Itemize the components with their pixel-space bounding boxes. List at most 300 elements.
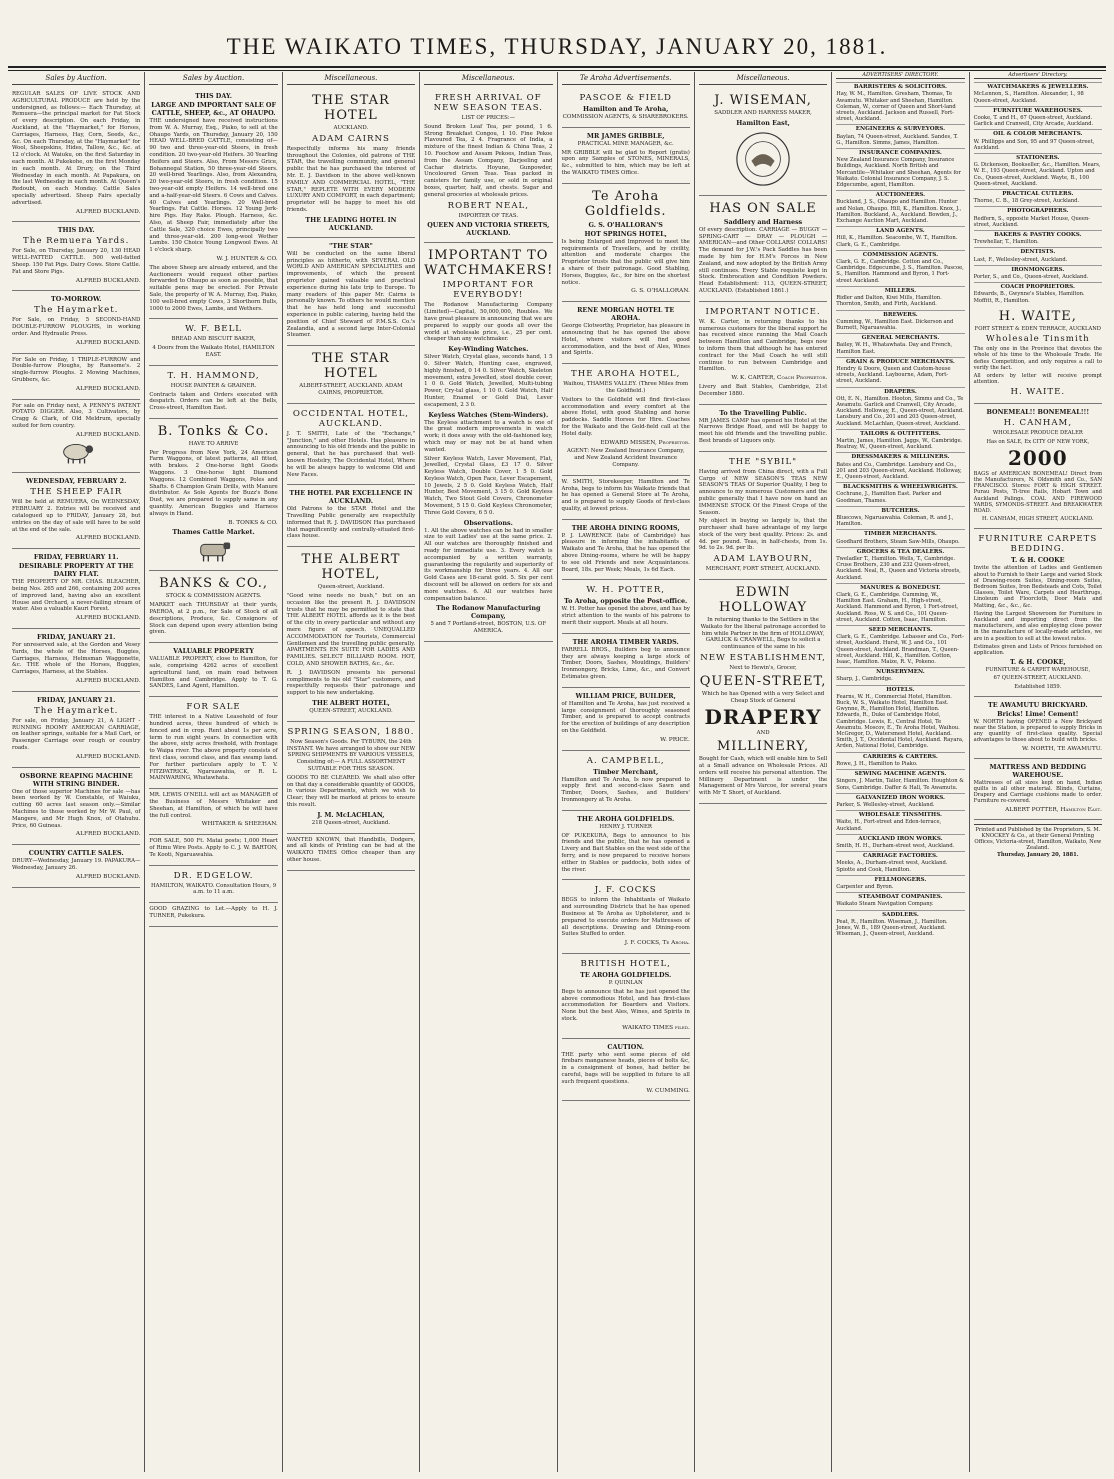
ad-title: IMPORTANT TO WATCHMAKERS!: [424, 248, 554, 279]
ad-subtitle-2: Hamilton East,: [736, 118, 790, 127]
ad-title: COUNTRY CATTLE SALES.: [28, 849, 124, 858]
ad-text: Visitors to the Goldfield will find first-class accommodation and every comfort at the above Hotel, with good Stabling and horse paddocks. Saddle Horses for Hire. Coaches for the Waikato and the Gold-field call at the Hotel daily.: [561, 396, 690, 437]
ad-list-heading: Key-Winding Watches.: [448, 345, 529, 354]
directory-heading: SEED MERCHANTS.: [836, 625, 964, 633]
directory-heading: COACH PROPRIETORS.: [974, 282, 1102, 290]
ad-hot-springs-hotel: [562, 184, 690, 302]
directory-heading: HOTELS.: [836, 685, 964, 693]
directory-heading: GROCERS & TEA DEALERS.: [836, 547, 964, 555]
directory-heading: DRESSMAKERS & MILLINERS.: [836, 452, 964, 460]
ad-grazing: [149, 903, 277, 927]
directory-entries: Porter, S., and Co., Queen-street, Auckland.: [973, 274, 1089, 281]
ad-text: For unreserved sale, at the Gordon and Vesey Yards, the whole of the Horses, Buggies, Carriages, Harness, Helmsman Waggonette, &c. THE whole of the Horses, Buggies, Carriages, Harness, at the Stables.: [12, 642, 141, 676]
directory-heading: WATCHMAKERS & JEWELLERS.: [974, 82, 1102, 90]
ad-wanted-known: [287, 834, 415, 871]
ad-signature: ALFRED BUCKLAND.: [75, 753, 141, 760]
ad-text: W. H. Potter has opened the above, and has by strict attention to the wants of his patrons to merit their support. Meals at all hours.: [561, 606, 690, 627]
ad-date: THIS DAY.: [195, 92, 232, 100]
ad-signature: ALFRED BUCKLAND.: [75, 385, 141, 392]
directory-heading: GALVANIZED IRON WORKS.: [836, 793, 964, 801]
ad-edgelow: [149, 866, 277, 904]
ad-signature: B. TONKS & CO.: [228, 519, 278, 526]
ad-signature: ADAM LAYBOURN,: [713, 554, 813, 565]
directory-heading: FURNITURE WAREHOUSES.: [974, 106, 1102, 114]
ad-text: THE interest in a Native Leasehold of four hundred acres, three hundred of which is fenced and in crop. Rent about 1s per acre, term to run eight years. In connection with the above, sixty acres freehold, with frontage to Waipa river. The above property consists of first class, second class, and flax swamp land. For further particulars apply to T. V. FITZPATRICK, Ngaruawahia, or R. L. MAINWARING, Whatawhata.: [149, 714, 278, 782]
directory-entries: Waikato Steam Navigation Company.: [836, 901, 934, 908]
ad-subtitle: To Aroha, opposite the Post-office.: [564, 597, 688, 606]
directory-entries: Hill, K., Hamilton. Seacombe, W. T., Hamilton. Clark, G. E., Cambridge.: [836, 235, 958, 248]
advertisers-directory-continued: [974, 82, 1102, 304]
directory-entries: Trewhellar, T., Hamilton.: [973, 239, 1039, 246]
ad-text: WANTED KNOWN, that Handbills, Dodgers, and all kinds of Printing can be had at the WAIKATO TIMES Office cheaper than any other house.: [286, 836, 416, 863]
columns: [8, 72, 1106, 1472]
cow-icon: [195, 539, 233, 563]
ad-observations: 1. All the above watches can be had in smaller size to suit Ladies' use at the same price. 2. All our watches are thoroughly finished and ready for immediate use. 3. Every watch is accompanied by a written warranty, guaranteeing the regularity and superiority of its workmanship for three years. 4. All our Gold Cases are 18-carat gold. 5. Six per cent discount will be allowed on orders for six and more watches. 6. All our watches have compensation balance.: [424, 527, 553, 602]
column-heading: ADVERTISERS' DIRECTORY.: [836, 72, 964, 79]
ad-title: The Remuera Yards.: [23, 236, 130, 247]
sheep-icon: [57, 441, 95, 465]
ad-text: For Sale, on Friday, 5 SECOND-HAND DOUBLE-FURROW PLOUGHS, in working order. And Hydraulic Press.: [12, 317, 141, 337]
ad-valuable-property: [149, 643, 277, 697]
ad-text: "Good wine needs no bush," but on an occasion like the present R. J. DAVIDSON trusts that he may be permitted to state that THE ALBERT HOTEL affords as it is the best of the city in every particular and without any mere figure of speech. UNEQUALLED ACCOMMODATION for Tourists, Commercial Gentlemen and the travelling public generally. APARTMENTS EN SUITE FOR LADIES AND FAMILIES. SELECT BILLIARD ROOM. HOT, COLD, AND SHOWER BATHS, &c., &c.: [286, 593, 416, 668]
ad-signature-2: QUEEN-STREET, AUCKLAND.: [309, 708, 393, 715]
ad-title: THE AROHA GOLDFIELDS.: [577, 814, 675, 823]
cattle-illustration: [149, 539, 277, 563]
ad-text: GOOD GRAZING to Let.—Apply to H. J. TURNER, Pukekura.: [149, 906, 278, 919]
ad-signature: W. PRICE.: [660, 736, 690, 743]
ad-subtitle: Waihou, THAMES VALLEY. (Three Miles from the Goldfield.): [563, 381, 689, 394]
ad-title: LARGE AND IMPORTANT SALE OF CATTLE, SHEEP, &c., AT OHAUPO.: [151, 101, 277, 117]
ad-establishment: NEW ESTABLISHMENT,: [700, 653, 826, 664]
directory-heading: BARRISTERS & SOLICITORS.: [836, 82, 964, 90]
ad-text: Now Season's Goods. Per TYBURN, the 24th INSTANT. We have arranged to show our NEW SPRING SHIPMENTS BY VARIOUS VESSELS, Consisting of:— A FULL ASSORTMENT SUITABLE FOR THIS SEASON.: [286, 738, 416, 773]
ad-text: Per Progress from New York, 24 American Farm Waggons, of latest patterns, all fitted, with brakes. 2 One-horse light Goods Waggons. 3 One-horse light Diamond Waggons. 12 Combined Waggons, Poles and Shafts. 6 Champion Grain Drills, with Manure distributor. As Sole Agents for Buzz's Bone Dust, we are prepared to supply same in any quantity. American Buggies and Harness always in Hand.: [149, 449, 278, 517]
directory-heading: PRACTICAL CUTLERS.: [974, 189, 1102, 197]
ad-text: VALUABLE PROPERTY, close to Hamilton, for sale, comprising 4262 acres of excellent agricultural land, on main road between Hamilton and Cambridge. Apply to T. G. SANDES, Land Agent, Hamilton.: [149, 656, 278, 690]
ad-title: IMPORTANT NOTICE.: [705, 306, 821, 317]
ad-signature: WHITAKER & SHEEHAN.: [201, 821, 278, 828]
ad-text: Respectfully informs his many friends throughout the Colonies, old patrons of THE STAR, the travelling community, and general public that he has purchased the interest of Mr. E. J. Davidson in the above well-known FAMILY AND COMMERCIAL HOTEL, "THE STAR," REPLETE WITH EVERY MODERN LUXURY AND COMFORT, in each department; proprietor will be happy to meet his old friends.: [286, 145, 416, 213]
directory-entries: Hendry & Doore, Queen and Custom-house streets, Auckland. Laybourne, Adam, Fort-street, Auckland.: [836, 365, 951, 385]
ad-date: WEDNESDAY, FEBRUARY 2.: [26, 477, 127, 486]
ad-signature-3: 67 QUEEN-STREET, AUCKLAND.: [993, 675, 1083, 682]
directory-entries: Singers, J. Martin, Tailor, Hamilton. Houghton & Sons, Cambridge. Daffer & Hall, Te Awamutu.: [836, 778, 964, 791]
ad-address: QUEEN-STREET,: [699, 673, 827, 689]
ad-text: For Sale, on Thursday, January 20, 130 HEAD WELL-FATTED CATTLE. 500 well-fatted Sheep. 150 Fat Pigs. Dairy Cows. Store Cattle. Fat and Store Pigs.: [12, 248, 141, 275]
ad-subtitle: Bricks! Lime! Cement!: [997, 709, 1079, 718]
ad-date: FRIDAY, JANUARY 21.: [36, 633, 116, 642]
ad-gribble: [562, 128, 690, 184]
ad-signature: ALFRED BUCKLAND.: [75, 831, 141, 838]
ad-text: REGULAR SALES OF LIVE STOCK AND AGRICULTURAL PRODUCE are held by the undersigned, as follows:— Each Thursday, at Remuera—the principal market for Fat Stock of every description. On each Friday, in Auckland, at the "Haymarket," for Horses, Carriages, Harness, Hay, Corn, Seeds, &c., &c. On each Thursday, at the "Haymarket" for Wool, Sheepskins, Hides, Tallow, &c., &c. at 12 o'clock. At Waiuku, on the first Saturday in each month. At Pukekohe, on the first Monday in each month. At Drury, on the Third Wednesday in each month. At Papakura, on the last Wednesday in each month. At Queen's Redoubt, on each Monday. Cattle Sales specially advertised. Sheep Fairs specially advertised.: [12, 91, 141, 206]
ad-title: "THE STAR": [329, 241, 373, 250]
directory-heading: STEAMBOAT COMPANIES.: [836, 892, 964, 900]
ad-observations-heading: Observations.: [463, 518, 513, 527]
ad-text: MR GRIBBLE will be glad to Report (gratis) upon any Samples of STONES, MINERALS, &c., submitted to him, which may be left at the WAIKATO TIMES Office.: [561, 149, 690, 176]
ad-signature: G. S. O'HALLORAN.: [631, 288, 690, 295]
directory-entries: Clark, G. E., Cambridge. Lebasser and Co., Fort-street, Auckland. Hurst, W. J. and Co., 101 Queen-street, Auckland. Brandman, T., Queen-street, Auckland. Hill, K., Hamilton. Cotton, Isaac, Hamilton. Maize, R. V., Pokeno.: [836, 634, 964, 666]
ad-millinery: MILLINERY,: [716, 739, 810, 755]
ad-date: FRIDAY, JANUARY 21.: [36, 695, 116, 704]
ad-list-3: Silver Keyless Watch, Lever Movement, Flat, Jewelled, Crystal Glass, £3 17 0. Silver Keyless Watch, Double Cover, 1 5 0. Gold Keyless Watch, Open Face, Lever Escapement, 10 Jewels, 2 5 0. Gold Keyless Watch, Half Hunter, Best Movement, 3 15 0. Gold Keyless Watch, Two Stout Gold Covers, Chronometer Movement, 5 15 0. Gold Keyless Chronometer, Three Gold Covers, 6 5 0.: [424, 455, 553, 516]
directory-entries: G. Dickenson, Bookseller, &c., Hamilton. Mears, W. E., 193 Queen-street, Auckland. Upton and Co., Queen-street, Auckland. Wayte, B., 100 Queen-street, Auckland.: [973, 162, 1101, 187]
masthead-title: THE WAIKATO TIMES, THURSDAY, JANUARY 20, 1881.: [226, 34, 888, 59]
ad-title: THE STAR HOTEL: [312, 351, 390, 382]
ad-signature: W. CUMMING.: [646, 1087, 690, 1094]
ad-ohaupo-sale: [149, 88, 277, 319]
ad-date: THIS DAY.: [57, 226, 95, 235]
ad-title: W. F. BELL: [185, 324, 242, 335]
directory-heading: CARRIAGE FACTORIES.: [836, 851, 964, 859]
ad-list: Silver Watch, Crystal glass, seconds hand, 1 5 0. Silver Watch, Hunting case, engraved, highly finished, 0 14 0. Silver Watch, Skeleton movement, extra Jewelled, steel double cover, 1 0 0. Gold Watch, Jewelled, Multi-tubing Power, Cry-tal glass, 1 10 0. Gold Watch, Half Hunter, Enamel or Gold Dial, Lever escapement, 2 3 0.: [424, 354, 553, 408]
directory-heading: BREWERS.: [836, 310, 964, 318]
ad-the-star: [287, 238, 415, 346]
directory-entries: Sharp, J., Cambridge.: [836, 676, 893, 683]
directory-entries: Martin, James, Hamilton. Jaggs, W., Cambridge. Reatray, W., Queen-street, Auckland.: [836, 437, 963, 451]
ad-text: Invite the attention of Ladies and Gentlemen about to Furnish to their Large and varied Stock of Drawing-room Suites, Dining-room Suites, Bedroom Suites, Iron Bedsteads and Cots, Toilet Glasses, Toilet Ware, Carpets and Hearthrugs, Linoleum and Floorcloth, Door Mats and Matting, &c., &c., &c.: [973, 565, 1102, 609]
ad-title: VALUABLE PROPERTY: [173, 647, 254, 656]
directory-heading: ENGINEERS & SURVEYORS.: [836, 124, 964, 132]
ad-title: WILLIAM PRICE, BUILDER,: [575, 691, 676, 700]
ad-subtitle: BREAD AND BISCUIT BAKER,: [171, 336, 256, 343]
imprint-date: Thursday, January 20, 1881.: [997, 851, 1079, 858]
directory-heading: TIMBER MERCHANTS.: [836, 529, 964, 537]
ad-and: AND: [756, 730, 770, 737]
ad-signature-2: IMPORTER OF TEAS.: [458, 212, 519, 219]
directory-entries: Bates and Co., Cambridge. Lansbury and Co., 201 and 203 Queen-street, Auckland. Holloway, E., Queen-street, Auckland.: [836, 461, 962, 480]
ad-campbell-timber: [562, 751, 690, 811]
ad-signature: ROBERT NEAL,: [447, 200, 529, 211]
ad-sheep-fair: [12, 473, 140, 549]
ad-text-2: Having the Largest Showroom for Furniture in Auckland and importing direct from the manufacturers, and also employing close power in the manufacture of locally-made articles, we are in a position to sell at the lowest rates.: [973, 610, 1102, 642]
ad-title: THE ALBERT HOTEL,: [301, 552, 401, 583]
ad-established: Established 1859.: [1014, 683, 1062, 690]
ad-country-cattle-sales: [12, 845, 140, 887]
directory-entries: Meeks, A., Durham-street west, Auckland. Spiotte and Cook, Hamilton.: [836, 860, 948, 873]
directory-entries: Goodhard Brothers, Steam Saw-Mills, Ohaupo.: [836, 538, 960, 545]
ad-title: THE AROHA TIMBER YARDS.: [572, 637, 679, 646]
ad-signature: H. CANHAM, HIGH STREET, AUCKLAND.: [981, 516, 1094, 523]
ad-for-sale-leasehold: [149, 697, 277, 789]
ad-text: THE undersigned have received instructions from W. A. Murray, Esq., Piako, to sell at the Ohaupo Yards, on Thursday, January 20, 150 HEAD WELL-BRED CATTLE, consisting of— 90 two and three-year-old Steers, in fresh condition. 20 two-year-old Heifers. 30 Yearling Heifers and Steers. Also, From Messrs Grice, Bohannegal Station, 50 three-year-old Steers. 20 well-bred Yearlings. Also, from Alexandra, 20 two-year-old Steers, in fresh condition. 15 two-year-old empty Heifers. 14 well-bred one and a-half-year-old Steers. 6 Cows and Calves. 40 Calves and Yearlings. 20 Well-bred Yearlings. Fat Cattle. Horses. 12 Young Jerk-hire Pigs. Hay Rake. Plough. Harness, &c. Also, at Sheep Fair, immediately after the Cattle Sale, 320 choice Ewes, principally two and three-year-old. 200 long-wool Wether Lambs. 150 Choice Young Longwool Ewes. At 1 o'clock sharp.: [149, 118, 278, 254]
ad-title: PASCOE & FIELD: [579, 93, 672, 103]
directory-entries: Edwards, B., Gwynne's Stables, Hamilton. Moffitt, R., Hamilton.: [973, 291, 1085, 304]
masthead-rule-thin: [8, 70, 1106, 71]
ad-text: MR JAMES CAMP has opened his Hotel at the Narrows Bridge Road, and will be happy to meet his old friends and the travelling public. Best brands of Liquors only.: [698, 417, 828, 444]
ad-subtitle: Next to Hewin's, Grocer,: [729, 665, 797, 672]
ad-date: TO-MORROW.: [50, 295, 102, 304]
ad-text: The Rodanow Manufacturing Company (Limited)—Capital, 50,000,000, Roubles. We have great pleasure in announcing that we are prepared to supply our goods all over the world at wholesale price, i.e., 25 per cent. cheaper than any watchmaker.: [424, 302, 553, 343]
ad-subtitle: Queen-street, Auckland.: [317, 584, 385, 591]
directory-heading: SEWING MACHINE AGENTS.: [836, 769, 964, 777]
ad-text: THE party who sent some pieces of old firebars manganese heads, pieces of bolts &c, in a consignment of bones, had better be careful, bags will be supplied in future to all such frequent questions.: [561, 1051, 690, 1085]
imprint: [974, 824, 1102, 858]
ad-sybil-teas: [699, 452, 827, 580]
ad-haymarket-ploughs: [12, 291, 140, 353]
column-heading: Miscellaneous.: [287, 72, 415, 85]
ad-signature: W. K. CARTER, Coach Proprietor.: [731, 375, 828, 382]
directory-heading: DRAPERS.: [836, 387, 964, 395]
ad-title: THE STAR HOTEL: [312, 93, 390, 123]
ad-signature: ALFRED BUCKLAND.: [75, 535, 141, 542]
ad-potato-digger: [12, 400, 140, 474]
directory-entries: Waite, H., Fort-street and Eden-terrace, Auckland.: [836, 819, 942, 832]
ad-spring-season: [287, 722, 415, 834]
directory-heading: LAND AGENTS.: [836, 226, 964, 234]
ad-title: A. CAMPBELL,: [586, 755, 665, 766]
ad-rene-morgan-hotel: [562, 302, 690, 364]
directory-heading: INSURANCE COMPANIES.: [836, 148, 964, 156]
directory-heading: AUCTIONEERS.: [836, 190, 964, 198]
ad-text: Sound Broken Leaf Tea, per pound, 1 6. Strong Breakfast Congou, 1 10. Fine Pekoe Flavoured Tea, 2 4. Fragrance of India, a mixture of the finest Indian & China Teas, 2 10. Foochow and Assam Pekoes, Indian Teas, from the Assam Company, Darjeeling and Cachar districts. Hoyune, Gunpowder, Uncoloured Green Teas. Teas packed in canisters for family use, or sold in original boxes, quarter, half, and chests. Sugar and general groceries at wholesale prices.: [424, 123, 553, 198]
ad-date: FRIDAY, FEBRUARY 11.: [33, 553, 119, 562]
ad-subtitle: HOUSE PAINTER & GRAINER.: [170, 382, 257, 389]
ad-wiseman-saddler: [699, 88, 827, 196]
ad-text: W. NORTH having OPENED a New Brickyard near the Station, is prepared to supply Bricks in any quantity of first-class quality. Special advantages to those about to build with bricks.: [973, 718, 1102, 744]
directory-entries: Fearns, W. H., Commercial Hotel, Hamilton. Buck, W. S., Waikato Hotel, Hamilton East. Gwynne, R., Hamilton Hotel, Hamilton. Edwards, R., Duke of Cambridge Hotel, Cambridge. Lewis, E., Central Hotel, Te Awamutu. Moscov, E., Te Aroha Hotel, Waihou. McGregor, D., Watersmeet Hotel, Auckland. Smith, J. T., Occidental Hotel, Auckland. Rayara, Arden, National Hotel, Cambridge.: [836, 693, 964, 750]
ad-text: 4 Doors from the Waikato Hotel, HAMILTON EAST.: [152, 345, 275, 358]
ad-footer: Livery and Bait Stables, Cambridge, 21st December 1880.: [698, 383, 828, 397]
ad-title: To the Travelling Public.: [719, 408, 807, 417]
ad-saddlery-on-sale: [699, 196, 827, 302]
ad-smith-storekeeper: [562, 476, 690, 520]
ad-signature: The Rodanow Manufacturing Company,: [436, 604, 541, 621]
ad-occidental-hotel: [287, 404, 415, 486]
ad-title: J. F. COCKS: [594, 885, 657, 896]
column-heading: Advertisers' Directory.: [974, 72, 1102, 79]
ad-text: Old Patrons to the STAR Hotel and the Travelling Public generally are respectfully informed that R. J. DAVIDSON Has purchased that magnificently and centrally-situated first-class house.: [286, 506, 416, 540]
ad-subtitle: HOT SPRINGS HOTEL,: [584, 229, 667, 238]
ad-subtitle: Timber Merchant,: [593, 767, 659, 776]
ad-signature: ALFRED BUCKLAND.: [75, 678, 141, 685]
ad-horses-buggies: [12, 629, 140, 692]
column-heading: Sales by Auction.: [12, 72, 140, 85]
ad-american-carriage: [12, 692, 140, 768]
directory-heading: PHOTOGRAPHERS.: [974, 206, 1102, 214]
ad-footer: THE LEADING HOTEL IN AUCKLAND.: [305, 215, 397, 232]
column-7: [831, 72, 968, 1472]
ad-text: Is being Enlarged and Improved to meet the requirements of Travellers, and by civility, attention and moderate charges the Proprietor trusts that the public will give him a share of their patronage. Good Stabling, Horses, Buggies, &c., for hire on the shortest notice.: [561, 238, 690, 286]
ad-text: Of every description. CARRIAGE — BUGGY — SPRING-CART — DRAY — PLOUGH — AMERICAN—and Other COLLARS! COLLARS! The demand for J.W.'s Pack Saddles has been made by him for H.M's Forces in New Zealand, and now adopted by the British Army still continues. Every Stable requisite kept in Stock. Embrocation and Condition Powders. Head Establishment: 113, QUEEN-STREET, AUCKLAND. (Established 1861.): [698, 226, 828, 294]
ad-title: FOR SALE: [186, 702, 241, 713]
ad-text: W. SMITH, Storekeeper, Hamilton and Te Aroha, begs to inform his Waikato friends that he has opened a General Store at Te Aroha, and is prepared to supply Goods of first-class quality, at lowest prices.: [561, 478, 690, 512]
directory-entries: Cumming, W., Hamilton East. Dickerson and Burnett, Ngaruawahia.: [836, 318, 954, 331]
column-2: [144, 72, 281, 1472]
ad-subtitle: PRACTICAL MINE MANAGER, &c.: [577, 140, 674, 147]
ad-text: Mattresses of all sizes kept on hand, Indian quilts in all other material. Blinds, Curtains, Drapery and Carriage cushions made to order. Furniture re-covered.: [973, 779, 1102, 805]
ad-text: In returning thanks to the Settlers in the Waikato for the liberal patronage accorded to him while Partner in the firm of HOLLOWAY, GARLICK & CRANWELL, Begs to solicit a continuance of the same in his: [700, 617, 826, 651]
ad-star-hotel: [287, 88, 415, 238]
ad-text-2: My object in buying so largely is, that the purchaser shall have advantage of my large stock of the very best quality. Prices: 2s. and 4d. per pound. Teas, in half-chests, from 1s. 9d. to 2s. 9d. per lb.: [698, 518, 828, 552]
ad-subtitle: Saddlery and Harness: [723, 217, 803, 226]
ad-title: CAUTION.: [607, 1042, 644, 1051]
ad-text: For sale, on Friday, January 21, A LIGHT - RUNNING ROOMY AMERICAN CARRIAGE, on leather springs, suitable for a Mail Cart, or Passenger Carriage over rough or country roads.: [12, 717, 141, 752]
ad-text: For Sale on Friday, 1 TRIPLE-FURROW and Double-furrow Ploughs, by Ransome's. 2 single-furrow Ploughs. 2 Mowing Machines, Grubbers, &c.: [12, 356, 141, 383]
ad-title: W. H. POTTER,: [586, 585, 666, 596]
ad-text-2: BAGS of AMERICAN BONEMEAL! Direct from the Manufacturers, N. Oldsmith and Co., SAN FRANCISCO. Stores: FORT & HIGH STREET. Purau Posts, Ti-tree Rails, Hobart Town and Auckland Palings. COAL AND FIREWOOD YARDS, SYMONDS-STREET. And BREAKWATER ROAD.: [973, 470, 1102, 514]
ad-signature: W. NORTH, TE AWAMUTU.: [1022, 745, 1102, 752]
ad-text: J. T. SMITH, Late of the "Exchange," "Junction," and other Hotels. Has pleasure in announcing to his old friends and the public in general, that he has purchased that well-known Hostelry, The Occidental Hotel, Where he will be always happy to welcome Old and New Faces.: [286, 430, 416, 478]
ad-text: ALBERT-STREET, AUCKLAND. ADAM CAIRNS, PROPRIETOR.: [299, 383, 403, 396]
directory-entries: Parker, S. Wellesley-street, Auckland.: [836, 801, 935, 808]
ad-title: H. WAITE,: [998, 308, 1077, 324]
ad-text: MARKET each THURSDAY at their yards, PAEROA, at 2 p.m., for Sale of Stock of all descriptions, Produce, &c. Consignors of Stock can depend upon every attention being given.: [149, 602, 278, 636]
ad-footer: Thames Cattle Market.: [172, 528, 255, 537]
directory-heading: BAKERS & PASTRY COOKS.: [974, 230, 1102, 238]
ad-title: BANKS & CO.,: [159, 576, 268, 592]
directory-heading: FELLMONGERS.: [836, 875, 964, 883]
ad-subtitle: HAVE TO ARRIVE: [188, 440, 239, 447]
ad-caution: [562, 1039, 690, 1102]
ad-subtitle: TE AROHA GOLDFIELDS.: [580, 970, 672, 979]
ad-remuera-yards: [12, 222, 140, 291]
ad-title: FRESH ARRIVAL OF NEW SEASON TEAS.: [433, 93, 544, 113]
directory-entries: Bluecows, Ngaruawahia. Coleman, R. and J., Hamilton.: [836, 514, 954, 528]
directory-heading: IRONMONGERS.: [974, 265, 1102, 273]
ad-text: FOR SALE, 500 Ft. Matai posts; 1,000 Heart of Rimu Wire Posts. Apply to C. J. W. BARTON, Te Kooti, Ngaruawahia.: [149, 838, 278, 858]
ad-title: MR JAMES GRIBBLE,: [586, 131, 665, 140]
ad-signature: T. & H. COOKE,: [1009, 658, 1066, 667]
directory-entries: Peat, R., Hamilton. Wiseman, J., Hamilton. Jones, W. B., 189 Queen-street, Auckland. Wiseman, J., Queen-street, Auckland.: [836, 918, 948, 938]
ad-dairy-flat: [12, 549, 140, 629]
ad-title: EDWIN HOLLOWAY: [719, 585, 808, 616]
directory-entries: Hay, W. M., Hamilton. Gresham, Thomas, Te Awamutu. Whitaker and Sheehan, Hamilton. Coleman, W., corner of Queen and Short-land streets, Auckland. Jackson and Russell, Fort-street, Auckland.: [836, 91, 956, 123]
ad-subtitle: STOCK & COMMISSION AGENTS.: [165, 593, 262, 600]
sheep-illustration: [12, 441, 140, 465]
directory-entries: Thorne, C. B., 18 Grey-street, Auckland.: [973, 198, 1080, 205]
ad-text: P. J. LAWRENCE (late of Cambridge) has pleasure in informing the inhabitants of Waikato and Te Aroha, that he has opened the above Dining-rooms, where he will be happy to see old Friends and new Acquaintances. Board, 18s. per Week; Meals, 1s 6d Each.: [561, 532, 690, 573]
ad-title: MATTRESS AND BEDDING WAREHOUSE.: [989, 762, 1087, 779]
ad-footer: QUEEN AND VICTORIA STREETS, AUCKLAND.: [427, 221, 550, 238]
column-3: [282, 72, 419, 1472]
ad-text: Will be held at REMUERA, On WEDNESDAY, FEBRUARY 2. Entries will be received and catalogued up to FRIDAY, January 28, but entries on the day of sale will have to be sold at the end of the sale.: [12, 499, 141, 533]
ad-title: TE AWAMUTU BRICKYARD.: [988, 700, 1088, 709]
directory-entries: New Zealand Insurance Company, Insurance Buildings, Auckland. North British and Mercantile—Whitaker and Sheehan, Agents for Waikato. Colonial Insurance Company, J. S. Edgecumbe, agent, Hamilton.: [836, 157, 961, 189]
ad-hotel-par-excellence: [287, 485, 415, 547]
ad-signature-2: FURNITURE & CARPET WAREHOUSE,: [985, 667, 1091, 674]
directory-heading: SADDLERS.: [836, 910, 964, 918]
ad-name: T. & H. COOKE: [1011, 556, 1065, 565]
ad-address: FORT STREET & EDEN TERRACE, AUCKLAND: [974, 325, 1101, 332]
ad-text: George Clotworthy, Proprietor, has pleasure in announcing that he has opened the above Hotel, where visitors will find good accommodation, and the best of Ales, Wines and Spirits.: [561, 323, 690, 357]
ad-hammond-painter: [149, 366, 277, 419]
directory-entries: Rowe, J. H., Hamilton to Piako.: [836, 760, 918, 767]
ad-signature: ALFRED BUCKLAND.: [75, 208, 141, 215]
ad-title: OCCIDENTAL HOTEL, AUCKLAND.: [292, 408, 410, 429]
ad-signature-2: 218 Queen-street, Auckland.: [311, 819, 391, 826]
ad-title: DESIRABLE PROPERTY AT THE DAIRY FLAT.: [18, 562, 134, 579]
ad-signature-2: 5 and 7 Portland-street, BOSTON, U.S. OF AMERICA.: [430, 621, 547, 635]
directory-heading: MANURES & BONEDUST.: [836, 583, 964, 591]
ad-text: COMMISSION AGENTS, & SHAREBROKERS.: [562, 114, 689, 120]
directory-entries: Ridler and Dalton, Kiwi Mills, Hamilton. Thornton, Smith, and Firth, Auckland.: [836, 295, 942, 308]
ad-title: THE AROHA DINING ROOMS,: [571, 523, 680, 532]
directory-heading: MILLERS.: [836, 286, 964, 294]
ad-potter: [562, 580, 690, 633]
ad-signature: H. WAITE.: [1010, 387, 1066, 398]
ad-triple-furrow: [12, 354, 140, 400]
directory-entries: Carpenter and Byron.: [836, 883, 894, 890]
ad-tonks: [149, 419, 277, 572]
ad-signature: ALFRED BUCKLAND.: [75, 615, 141, 622]
saddle-seal-icon: [734, 130, 792, 188]
ad-cooke-furniture: [974, 529, 1102, 696]
saddler-seal: [699, 130, 827, 188]
ad-signature: J. M. McLACHLAN,: [317, 810, 385, 819]
ad-cocks-upholsterer: [562, 880, 690, 954]
ad-trade: Wholesale Tinsmith: [985, 334, 1090, 345]
ad-text-2: Which he has Opened with a very Select and Cheap Stock of General: [701, 690, 825, 704]
ad-text-2: All orders by letter will receive prompt attention.: [973, 372, 1102, 386]
ad-text-2: R. J. DAVIDSON presents his personal compliments to his old "Star" customers, and respectfully requests their patronage and support to his new undertaking.: [286, 669, 416, 697]
ad-title: Te Aroha Goldfields.: [584, 188, 667, 219]
ad-title: THE AROHA HOTEL,: [571, 369, 681, 380]
directory-entries: Clark, G. E., Cambridge. Cotton and Co., Cambridge. Edgecumbe, J. S., Hamilton. Pascoe, S., Hamilton. Hammond and Byron, 1 Fort-street Auckland.: [836, 259, 964, 284]
column-5: [557, 72, 694, 1472]
ad-regular-sales: [12, 88, 140, 222]
ad-aroha-hotel: [562, 364, 690, 476]
directory-heading: GENERAL MERCHANTS.: [836, 333, 964, 341]
ad-signature: ALFRED BUCKLAND.: [75, 339, 141, 346]
ad-text-3: Bought for Cash, which will enable him to Sell at a Small advance on Wholesale Prices. All orders will receive his personal attention. The Millinery Department is under the Management of Mrs Varcoe, for several years with Mr T. Short, of Auckland.: [698, 756, 828, 797]
ad-text: of Hamilton and Te Aroha, has just received a large consignment of thoroughly seasoned Timber, and is prepared to accept contracts for the erection of buildings of any description on the Goldfield.: [561, 700, 690, 735]
ad-list-2: The Keyless attachment to a watch is one of the great modern improvements in watch work; it does away with the old-fashioned key, which may or may not be at hand when wanted.: [424, 419, 553, 453]
ad-turner-goldfields: [562, 811, 690, 881]
ad-price-builder: [562, 688, 690, 751]
ad-quantity: 2000: [1007, 445, 1068, 470]
ad-title: FURNITURE CARPETS BEDDING.: [978, 534, 1098, 555]
directory-entries: Tweladler T., Hamilton. Wells, T., Cambridge. Cruse Brothers, 230 and 232 Queen-street, Auckland. Neal, R., Queen and Victoria streets, Auckland.: [836, 556, 961, 581]
directory-entries: Last, F., Wellesley-street, Auckland.: [973, 256, 1068, 263]
ad-subtitle: WHOLESALE PRODUCE DEALER: [992, 430, 1083, 437]
directory-entries: Cooke, T. and H., 67 Queen-street, Auckland. Garlick and Cranwell, City Arcade, Auckland.: [973, 115, 1094, 128]
directory-heading: CARRIERS & CARTERS.: [836, 752, 964, 760]
ad-title: THE HOTEL PAR EXCELLENCE IN AUCKLAND.: [289, 489, 413, 506]
ad-title: THE "SYBIL": [729, 456, 798, 467]
directory-entries: McLennon, S., Hamilton. Alexander, I., 98 Queen-street, Auckland.: [973, 91, 1084, 104]
directory-heading: TAILORS & OUTFITTERS.: [836, 429, 964, 437]
ad-signature: J. F. COCKS, Te Aroha.: [624, 940, 690, 947]
directory-entries: Smith, H. H., Durham-street west, Auckland.: [836, 842, 955, 849]
ad-text: FARRELL BROS., Builders beg to announce they are always keeping a large stock of Timber, Doors, Sashes, Mouldings, Builders' Ironmongery, Bricks, Lime, &c., and Convert Estimates given.: [561, 646, 690, 681]
ad-reaping-machine: [12, 768, 140, 846]
ad-albert-hotel: [287, 547, 415, 722]
ad-signature: ALBERT POTTER, Hamilton East.: [1005, 806, 1102, 813]
ad-british-hotel: [562, 954, 690, 1039]
ad-name: P. QUINLAN: [608, 979, 643, 986]
ad-aroha-dining-rooms: [562, 520, 690, 581]
directory-entries: Buckland, J. S., Ohaupo and Hamilton. Hunter and Nolan, Ohaupo. Hill, K., Hamilton. Knox, J., Hamilton. Buckland, A., Auckland. Bowden, J., Exchange Auction Mart, Auckland.: [836, 199, 962, 225]
ad-title: J. WISEMAN,: [714, 93, 812, 108]
ad-season-teas: [424, 88, 552, 243]
ad-title: DR. EDGELOW.: [173, 870, 254, 881]
ad-bell-baker: [149, 319, 277, 365]
ad-title: HAS ON SALE: [709, 200, 817, 216]
ad-name: G. S. O'HALLORAN'S: [588, 220, 663, 229]
ad-text: OF PUKEKURA, Begs to announce to his friends and the public, that he has opened a Livery and Bait Stables on the west side of the ferry, and is now prepared to receive horses either in Stables or paddocks, both sides of the river.: [561, 832, 690, 873]
ad-signature: THE ALBERT HOTEL,: [312, 699, 390, 708]
column-4: [419, 72, 556, 1472]
ad-title: RENE MORGAN HOTEL TE AROHA.: [577, 306, 675, 323]
ad-signature: WAIKATO TIMES filed.: [622, 1024, 690, 1031]
ad-signature: W. J. HUNTER & CO.: [216, 255, 278, 262]
ad-aroha-timber-yards: [562, 634, 690, 688]
column-6: [694, 72, 831, 1472]
ad-title: SPRING SEASON, 1880.: [287, 726, 415, 737]
ad-subtitle: HENRY J. TURNER: [599, 823, 652, 830]
ad-signature: EDWARD MISSEN, Proprietor.: [600, 439, 690, 446]
directory-heading: COMMISSION AGENTS.: [836, 250, 964, 258]
